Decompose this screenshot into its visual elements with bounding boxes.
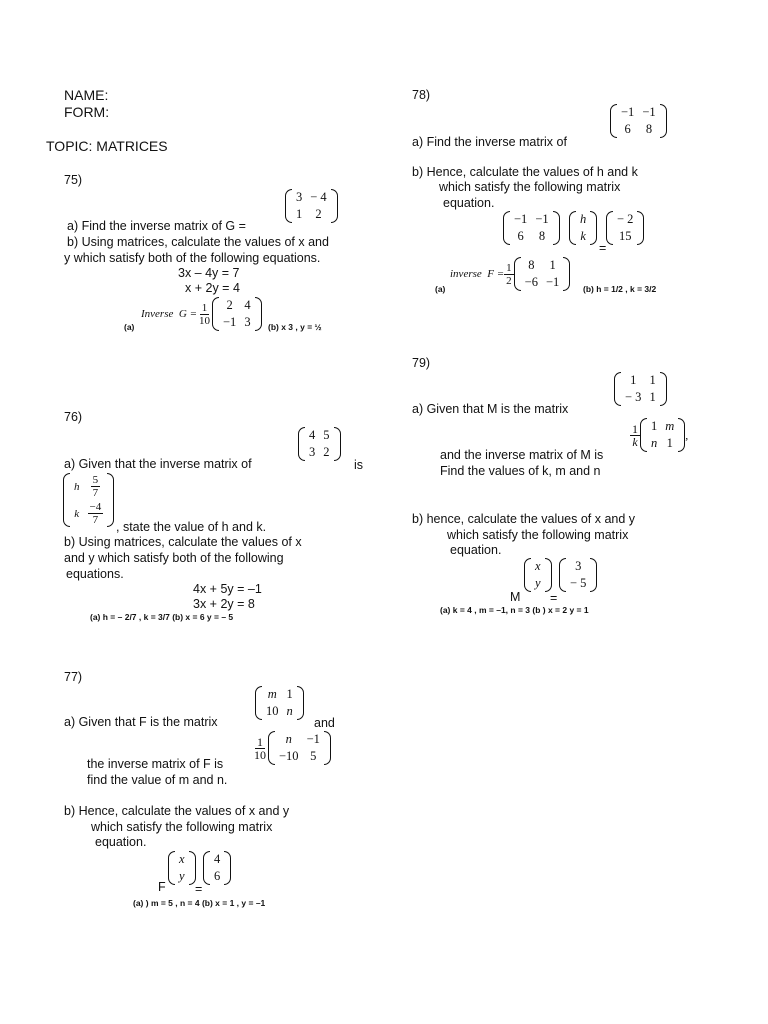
inverse-label: inverse (450, 268, 482, 280)
matrix-f: m 1 10 n (255, 686, 304, 720)
equals-sign: = (550, 591, 558, 605)
fraction: $\frac{1}{10}$ (254, 734, 266, 762)
inverse-answer (450, 257, 570, 291)
part-b-line: b) Using matrices, calculate the values of x and (67, 235, 329, 249)
matrix-cell: 2 (315, 207, 322, 221)
vector-rhs: 4 6 (203, 851, 231, 885)
part-b-line: equation. (443, 196, 495, 210)
name-label: NAME: (64, 87, 109, 103)
part-b-line: which satisfy the following matrix (91, 820, 273, 834)
vector-xy: x y (168, 851, 196, 885)
question-number: 75) (64, 173, 83, 187)
matrix-label: M (510, 590, 521, 604)
matrix-cell: 1 (296, 207, 303, 221)
fraction: $\frac{1}{2}$ (506, 261, 512, 287)
matrix-cell: − 4 (310, 190, 327, 204)
fraction: $\frac{1}{10}$ (199, 301, 210, 327)
inverse-matrix: n −1 −10 5 (268, 731, 331, 765)
answer-a: (a) (124, 322, 135, 332)
inverse-answer (141, 297, 262, 331)
part-b-line: which satisfy the following matrix (439, 180, 621, 194)
part-b-line: equations. (66, 567, 124, 581)
equation-2: x + 2y = 4 (185, 281, 240, 295)
equals-sign: = (599, 241, 607, 255)
line-2: the inverse matrix of F is (87, 757, 224, 771)
inverse-expression (630, 418, 688, 452)
line-3: Find the values of k, m and n (440, 464, 601, 478)
vector-xy: x y (524, 558, 552, 592)
inverse-matrix: 8 1 −6 −1 (514, 257, 571, 291)
vector-rhs: 3 − 5 (559, 558, 597, 592)
matrix-g (285, 189, 338, 223)
answer-a: (a) (435, 284, 446, 294)
topic-title: TOPIC: MATRICES (46, 138, 168, 154)
part-b-line: b) Hence, calculate the values of x and y (64, 804, 290, 818)
matrix-m: 1 1 − 3 1 (614, 372, 667, 406)
matrix: −1 −1 6 8 (610, 104, 667, 138)
question-number: 78) (412, 88, 431, 102)
question-number: 77) (64, 670, 83, 684)
line-3: find the value of m and n. (87, 773, 228, 787)
inverse-label: Inverse (141, 308, 174, 320)
part-a-text: a) Find the inverse matrix of G = (67, 219, 246, 233)
fraction: $\frac{1}{k}$ (632, 421, 638, 449)
inverse-matrix: 2 4 −1 3 (212, 297, 262, 331)
part-b-line: y which satisfy both of the following equations. (64, 251, 321, 265)
matrix: 4 5 3 2 (298, 427, 341, 461)
part-b-line: equation. (450, 543, 502, 557)
equation-1: 4x + 5y = –1 (193, 582, 262, 596)
equals-sign: = (195, 882, 203, 896)
part-b-line: and y which satisfy both of the following (64, 551, 284, 565)
answer-b: (b) h = 1/2 , k = 3/2 (583, 284, 657, 294)
part-a-text: a) Given that M is the matrix (412, 402, 569, 416)
question-number: 76) (64, 410, 83, 424)
form-label: FORM: (64, 104, 110, 120)
part-b-line: equation. (95, 835, 147, 849)
answer: (a) h = – 2/7 , k = 3/7 (b) x = 6 y = – 5 (90, 612, 234, 622)
vector-hk: h k (569, 211, 597, 245)
equation-matrix: −1 −1 6 8 (503, 211, 560, 245)
equation-2: 3x + 2y = 8 (193, 597, 255, 611)
state-text: , state the value of h and k. (116, 520, 267, 534)
and-text: and (314, 716, 335, 730)
inverse-var: G = (178, 308, 197, 320)
part-a-text: a) Find the inverse matrix of (412, 135, 567, 149)
is-text: is (354, 458, 364, 472)
vector-rhs: − 2 15 (606, 211, 644, 245)
inverse-var: F = (487, 268, 505, 280)
matrix-cell: 3 (296, 190, 303, 204)
inverse-expression (252, 731, 331, 765)
part-a-text: a) Given that the inverse matrix of (64, 457, 252, 471)
comma: , (685, 427, 689, 442)
part-b-line: b) Hence, calculate the values of h and k (412, 165, 638, 179)
answer: (a) ) m = 5 , n = 4 (b) x = 1 , y = –1 (133, 898, 266, 908)
matrix-label: F (158, 880, 166, 894)
inverse-matrix: 1 m n 1 (640, 418, 685, 452)
part-b-line: which satisfy the following matrix (447, 528, 629, 542)
equation-1: 3x – 4y = 7 (178, 266, 240, 280)
part-b-line: b) hence, calculate the values of x and y (412, 512, 636, 526)
line-2: and the inverse matrix of M is (440, 448, 604, 462)
part-b-line: b) Using matrices, calculate the values of x (64, 535, 302, 549)
answer: (a) k = 4 , m = –1, n = 3 (b ) x = 2 y = 1 (440, 605, 589, 615)
question-number: 79) (412, 356, 431, 370)
part-a-text: a) Given that F is the matrix (64, 715, 218, 729)
inverse-matrix: h $\frac{5}{7}$ k $\frac{-4}{7}$ (63, 473, 114, 527)
answer-b: (b) x 3 , y = ½ (268, 322, 322, 332)
